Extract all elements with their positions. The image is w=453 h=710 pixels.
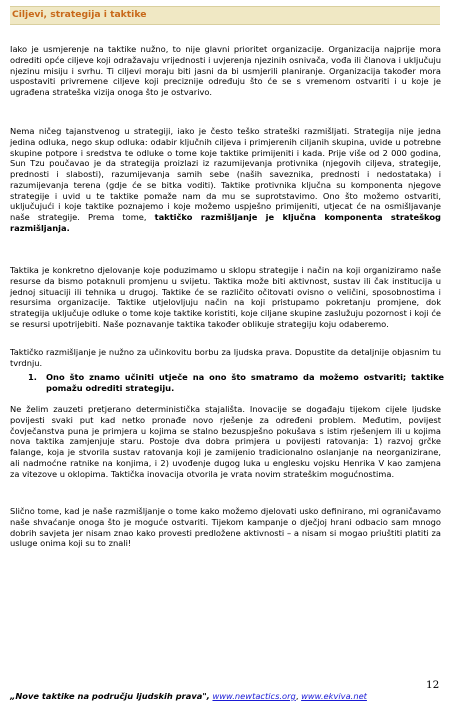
list-item-text: Ono što znamo učiniti utječe na ono što smatramo da možemo ostvariti; taktike pomažu odrediti strategiju. <box>46 372 444 393</box>
paragraph-tactics: Taktika je konkretno djelovanje koje poduzimamo u sklopu strategije i način na koji organiziramo naše resurse da bismo potaknuli promjenu u svijetu. Taktika može biti aktivnost, sustav ili čak institucija u jednoj situaciji ili tehnika u drugoj. Taktike će se različito očitovati ovisno o veličini, sposobnostima i resursima organizacije. Taktike utjelovljuju način na koji pristupamo pokretanju promjene, dok strategija uključuje odluke o tome koje taktike koristiti, koje ciljane skupine zaslužuju pozornost i koji će se resursi upotrijebiti. Naše poznavanje taktika također oblikuje strategiju koju odaberemo. <box>10 265 441 329</box>
footer-quote: „Nove taktike na području ljudskih prava", <box>10 691 210 701</box>
page-number: 12 <box>426 679 440 691</box>
footer <box>10 691 450 702</box>
list-item-number: 1. <box>28 372 37 382</box>
paragraph-strategy-text: Nema ničeg tajanstvenog u strategiji, iako je često teško strateški razmišljati. Strategija nije jedna jedina odluka, nego skup odluka: odabir ključnih ciljeva i primjerenih ciljanih skupina, uvide u potrebne skupine potpore i sredstva te odluke o tome koje taktike primijeniti i kada. Prije više od 2 000 godina, Sun Tzu poučavao je da strategija proizlazi iz razumijevanja protivnika (njegovih ciljeva, strategije, prednosti i slabosti), razumijevanja samih sebe (naših saveznika, prednosti i nedostataka) i razumijevanja terena (gdje će se bitka voditi). Taktike protivnika ključna su komponenta njegove strategije i uvid u te taktike pomaže nam da mu se suprotstavimo. Ono što možemo ostvariti, uključujući i koje taktike poznajemo i koje možemo uspješno primijeniti, utjecat će na osmišljavanje naše strategije. Prema tome, <box>10 126 441 222</box>
paragraph-innovation: Ne želim zauzeti pretjerano deterministička stajališta. Inovacije se događaju tijekom cijele ljudske povijesti svaki put kad netko pronađe novo rješenje za određeni problem. Međutim, povijest čovječanstva puna je primjera u kojima se stalno bezuspješno pokušava s istim rješenjem ili u kojima nova taktika zamjenjuje staru. Postoje dva dobra primjera u povijesti ratovanja: 1) razvoj grčke falange, koja je stvorila sustav ratovanja koji je zamijenio tradicionalno oslanjanje na neorganizirane, ali nadmoćne ratnike na konjima, i 2) uvođenje dugog luka u englesku vojsku Henrika V kao zamjena za vitezove u oklopima. Taktička inovacija otvorila je vrata novim strateškim mogućnostima. <box>10 404 441 479</box>
section-header <box>10 6 440 25</box>
link-newtactics[interactable]: www.newtactics.org <box>212 691 296 701</box>
paragraph-strategy-emphasis: taktičko razmišljanje je ključna komponenta strateškog razmišljanja. <box>10 212 441 233</box>
paragraph-goals: Iako je usmjerenje na taktike nužno, to nije glavni prioritet organizacije. Organizacija najprije mora odrediti opće ciljeve koji odražavaju vrijednosti i uvjerenja njezinih osnivača, vođa ili članova i uključuju njezinu misiju i svrhu. Ti ciljevi moraju biti jasni da bi usmjerili planiranje. Organizacija također mora uspostaviti privremene ciljeve koji preciznije određuju što će se s vremenom ostvariti i u koje je ugrađena strateška vizija onoga što je ostvarivo. <box>10 44 441 97</box>
paragraph-strategy <box>10 126 441 234</box>
link-ekviva[interactable]: www.ekviva.net <box>301 691 367 701</box>
footer-separator: , <box>295 691 299 701</box>
section-title: Ciljevi, strategija i taktike <box>12 9 147 20</box>
paragraph-human-rights: Taktičko razmišljanje je nužno za učinkovitu borbu za ljudska prava. Dopustite da detaljnije objasnim tu tvrdnju. <box>10 347 441 368</box>
paragraph-campaign: Slično tome, kad je naše razmišljanje o tome kako možemo djelovati usko definirano, mi ograničavamo naše shvaćanje onoga što je moguće ostvariti. Tijekom kampanje o dječjoj hrani odbacio sam mnogo dobrih savjeta jer nisam znao kako provesti predložene aktivnosti – a nisam si mogao priuštiti platiti za usluge onima koji su to znali! <box>10 506 441 549</box>
